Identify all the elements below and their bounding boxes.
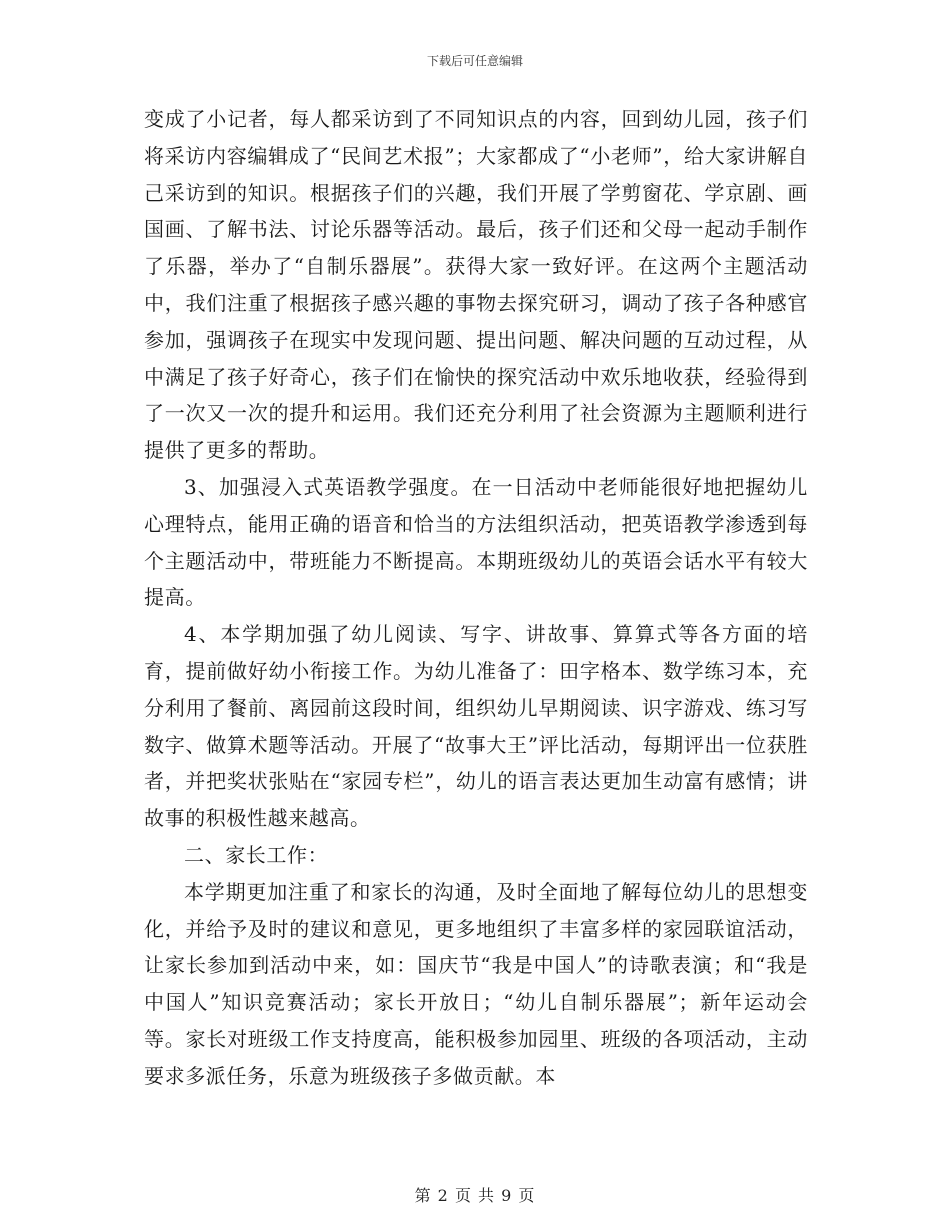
paragraph-continuation: 变成了小记者，每人都采访到了不同知识点的内容，回到幼儿园，孩子们将采访内容编辑成了“民间艺术报”；大家都成了“小老师”，给大家讲解自己采访到的知识。根据孩子们的兴趣，我们开展了学剪窗花、学京剧、画国画、了解书法、讨论乐器等活动。最后，孩子们还和父母一起动手制作了乐器，举办了“自制乐器展”。获得大家一致好评。在这两个主题活动中，我们注重了根据孩子感兴趣的事物去探究研习，调动了孩子各种感官参加，强调孩子在现实中发现问题、提出问题、解决问题的互动过程，从中满足了孩子好奇心，孩子们在愉快的探究活动中欢乐地收获，经验得到了一次又一次的提升和运用。我们还充分利用了社会资源为主题顺利进行提供了更多的帮助。 [144,107,808,463]
page-number-footer: 第 2 页 共 9 页 [414,1186,536,1205]
page-header: 下载后可任意编辑 [426,54,523,68]
document-body [144,101,808,1095]
paragraph-reading-writing: 4、本学期加强了幼儿阅读、写字、讲故事、算算式等各方面的培育，提前做好幼小衔接工作。为幼儿准备了：田字格本、数学练习本，充分利用了餐前、离园前这段时间，组织幼儿早期阅读、识字游戏、练习写数字、做算术题等活动。开展了“故事大王”评比活动，每期评出一位获胜者，并把奖状张贴在“家园专栏”，幼儿的语言表达更加生动富有感情；讲故事的积极性越来越高。 [144,622,808,831]
paragraph-parent-communication: 本学期更加注重了和家长的沟通，及时全面地了解每位幼儿的思想变化，并给予及时的建议和意见，更多地组织了丰富多样的家园联谊活动，让家长参加到活动中来，如：国庆节“我是中国人”的诗歌表演；和“我是中国人”知识竞赛活动；家长开放日；“幼儿自制乐器展”；新年运动会等。家长对班级工作支持度高，能积极参加园里、班级的各项活动，主动要求多派任务，乐意为班级孩子多做贡献。本 [144,879,808,1088]
paragraph-english-teaching: 3、加强浸入式英语教学强度。在一日活动中老师能很好地把握幼儿心理特点，能用正确的语音和恰当的方法组织活动，把英语教学渗透到每个主题活动中，带班能力不断提高。本期班级幼儿的英语会话水平有较大提高。 [144,474,808,610]
section-heading-parent-work: 二、家长工作： [184,842,329,867]
